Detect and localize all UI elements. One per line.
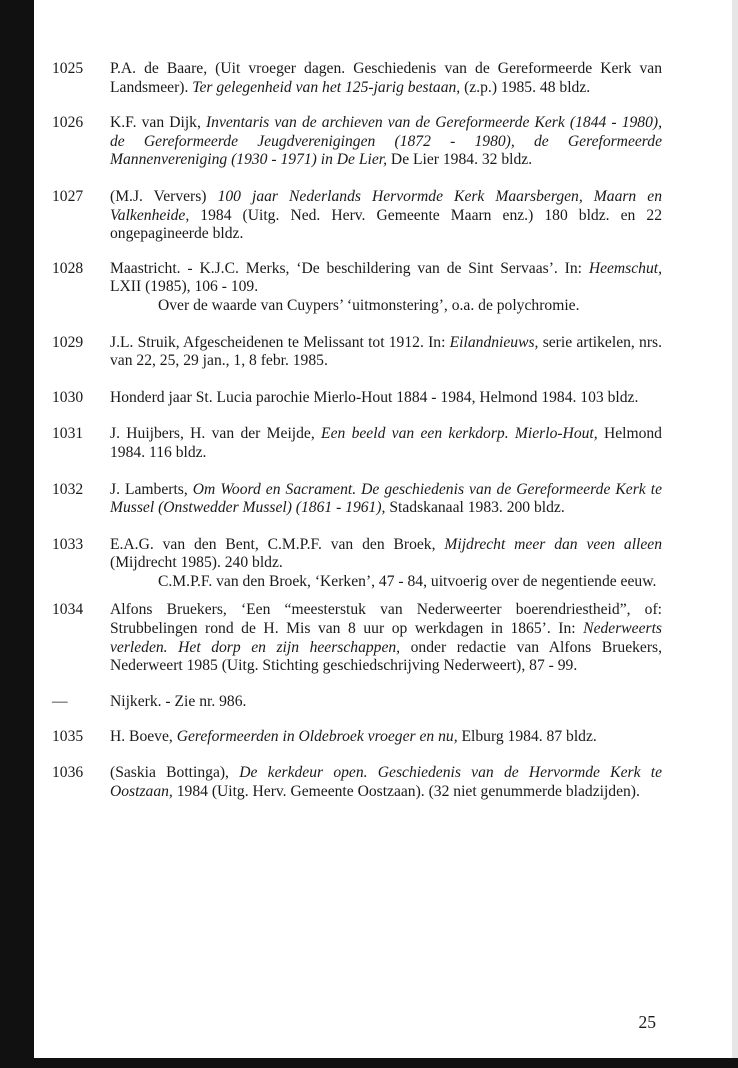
entry-text-part: LXII (1985), 106 - 109. [110, 278, 259, 296]
entry-1026 [52, 114, 662, 170]
entry-text [110, 60, 662, 97]
entry-text [110, 188, 662, 244]
entry-number: 1035 [52, 728, 84, 746]
entry-note: Over de waarde van Cuypers’ ‘uitmonstering’, o.a. de polychromie. [158, 296, 580, 314]
entry-title: Eilandnieuws, [449, 333, 539, 351]
entry-text-part: Honderd jaar St. Lucia parochie Mierlo-Hout 1884 - 1984, Helmond 1984. 103 bldz. [110, 388, 639, 406]
entry-text-part: J.L. Struik, Afgescheidenen te Melissant tot 1912. In: [110, 333, 450, 351]
entry-number: 1029 [52, 333, 84, 351]
entry-cross-reference [52, 693, 662, 712]
entry-text [110, 114, 662, 170]
entry-title: Heemschut, [588, 259, 662, 277]
entry-number: 1034 [52, 601, 84, 619]
entry-text [110, 536, 662, 592]
entry-1032 [52, 481, 662, 518]
page-number: 25 [638, 1012, 656, 1032]
entry-text [110, 481, 662, 518]
entry-text-part: H. Boeve, [110, 728, 177, 746]
entry-text-part: P.A. de Baare, (Uit vroeger dagen. Geschiedenis van de Gereformeerde Kerk van Landsmeer). [110, 60, 662, 96]
entry-title: Nederweerts verleden. Het dorp en zijn heerschappen, [110, 620, 662, 656]
entry-title: De kerkdeur open. Geschiedenis van de Hervormde Kerk te Oostzaan, [110, 764, 662, 800]
entry-text-part: Maastricht. - K.J.C. Merks, ‘De beschildering van de Sint Servaas’. In: [110, 259, 589, 277]
entry-1035 [52, 728, 662, 747]
entry-1027 [52, 188, 662, 244]
entry-title: Om Woord en Sacrament. De geschiedenis van de Gereformeerde Kerk te Mussel (Onstwedder Mussel) (1861 - 1961), [110, 480, 662, 517]
entry-number: 1031 [52, 425, 84, 443]
entry-text-part: Helmond 1984. 116 bldz. [110, 425, 662, 461]
entry-text [110, 728, 662, 747]
entry-note: C.M.P.F. van den Broek, ‘Kerken’, 47 - 84, uitvoerig over de negentiende eeuw. [158, 572, 657, 590]
entry-number: — [52, 692, 68, 710]
entry-number: 1028 [52, 259, 84, 277]
entry-number: 1032 [52, 480, 84, 498]
entry-text-part: Stadskanaal 1983. 200 bldz. [385, 499, 565, 517]
entry-text-part: J. Lamberts, [110, 480, 193, 498]
entry-text [110, 425, 662, 462]
scan-edge-right [732, 0, 738, 1068]
entry-text-part: Alfons Bruekers, ‘Een “meesterstuk van Nederweerter boerendriestheid”, of: Strubbelingen rond de H. Mis van 8 uur op werkdagen in 1865’. In: [110, 601, 662, 638]
entry-number: 1033 [52, 535, 84, 553]
entry-text-part: E.A.G. van den Bent, C.M.P.F. van den Broek, [110, 535, 445, 553]
entry-1030 [52, 389, 662, 408]
entry-title: Een beeld van een kerkdorp. Mierlo-Hout, [321, 425, 598, 443]
entry-text-part: (Mijdrecht 1985). 240 bldz. [110, 554, 283, 572]
bibliography-list [52, 60, 662, 801]
entry-title: Inventaris van de archieven van de Gereformeerde Kerk (1844 - 1980), de Gereformeerde Jeugdverenigingen (1872 - 1980), de Gereformeerde Mannenvereniging (1930 - 1971) in De Lier, [110, 114, 662, 169]
entry-text [110, 693, 662, 712]
scan-edge-left [0, 0, 34, 1068]
entry-text [110, 389, 662, 408]
entry-text-part: De Lier 1984. 32 bldz. [387, 151, 533, 169]
entry-text-part: K.F. van Dijk, [110, 114, 206, 132]
entry-text-part: 1984 (Uitg. Herv. Gemeente Oostzaan). (32 niet genummerde bladzijden). [172, 782, 640, 800]
entry-number: 1036 [52, 764, 84, 782]
entry-text-part: (Saskia Bottinga), [110, 764, 240, 782]
entry-1034 [52, 601, 662, 675]
entry-1029 [52, 334, 662, 371]
entry-text-part: (z.p.) 1985. 48 bldz. [460, 78, 591, 96]
entry-1028 [52, 260, 662, 316]
entry-text [110, 601, 662, 675]
entry-1033 [52, 536, 662, 592]
entry-1036 [52, 764, 662, 801]
entry-text-part: Nijkerk. - Zie nr. 986. [110, 692, 247, 710]
entry-title: Mijdrecht meer dan veen alleen [444, 535, 663, 553]
entry-number: 1027 [52, 187, 84, 205]
entry-text-part: onder redactie van Alfons Bruekers, Nederweert 1985 (Uitg. Stichting geschiedschrijving Nederweert), 87 - 99. [110, 638, 662, 675]
entry-1031 [52, 425, 662, 462]
entry-text-part: serie artikelen, nrs. van 22, 25, 29 jan., 1, 8 febr. 1985. [110, 333, 662, 370]
entry-title: 100 jaar Nederlands Hervormde Kerk Maarsbergen, Maarn en Valkenheide, [110, 187, 662, 224]
entry-text [110, 260, 662, 316]
entry-text-part: J. Huijbers, H. van der Meijde, [110, 425, 322, 443]
entry-number: 1030 [52, 388, 84, 406]
entry-text [110, 334, 662, 371]
entry-number: 1025 [52, 60, 84, 77]
entry-text [110, 764, 662, 801]
entry-title: Ter gelegenheid van het 125-jarig bestaan, [192, 78, 461, 96]
entry-text-part: Elburg 1984. 87 bldz. [457, 728, 597, 746]
entry-title: Gereformeerden in Oldebroek vroeger en nu, [176, 728, 458, 746]
entry-text-part: 1984 (Uitg. Ned. Herv. Gemeente Maarn enz.) 180 bldz. en 22 ongepagineerde bldz. [110, 206, 662, 243]
entry-1025 [52, 60, 662, 97]
entry-text-part: (M.J. Ververs) [110, 187, 218, 205]
scan-edge-bottom [0, 1058, 738, 1068]
entry-number: 1026 [52, 114, 84, 132]
